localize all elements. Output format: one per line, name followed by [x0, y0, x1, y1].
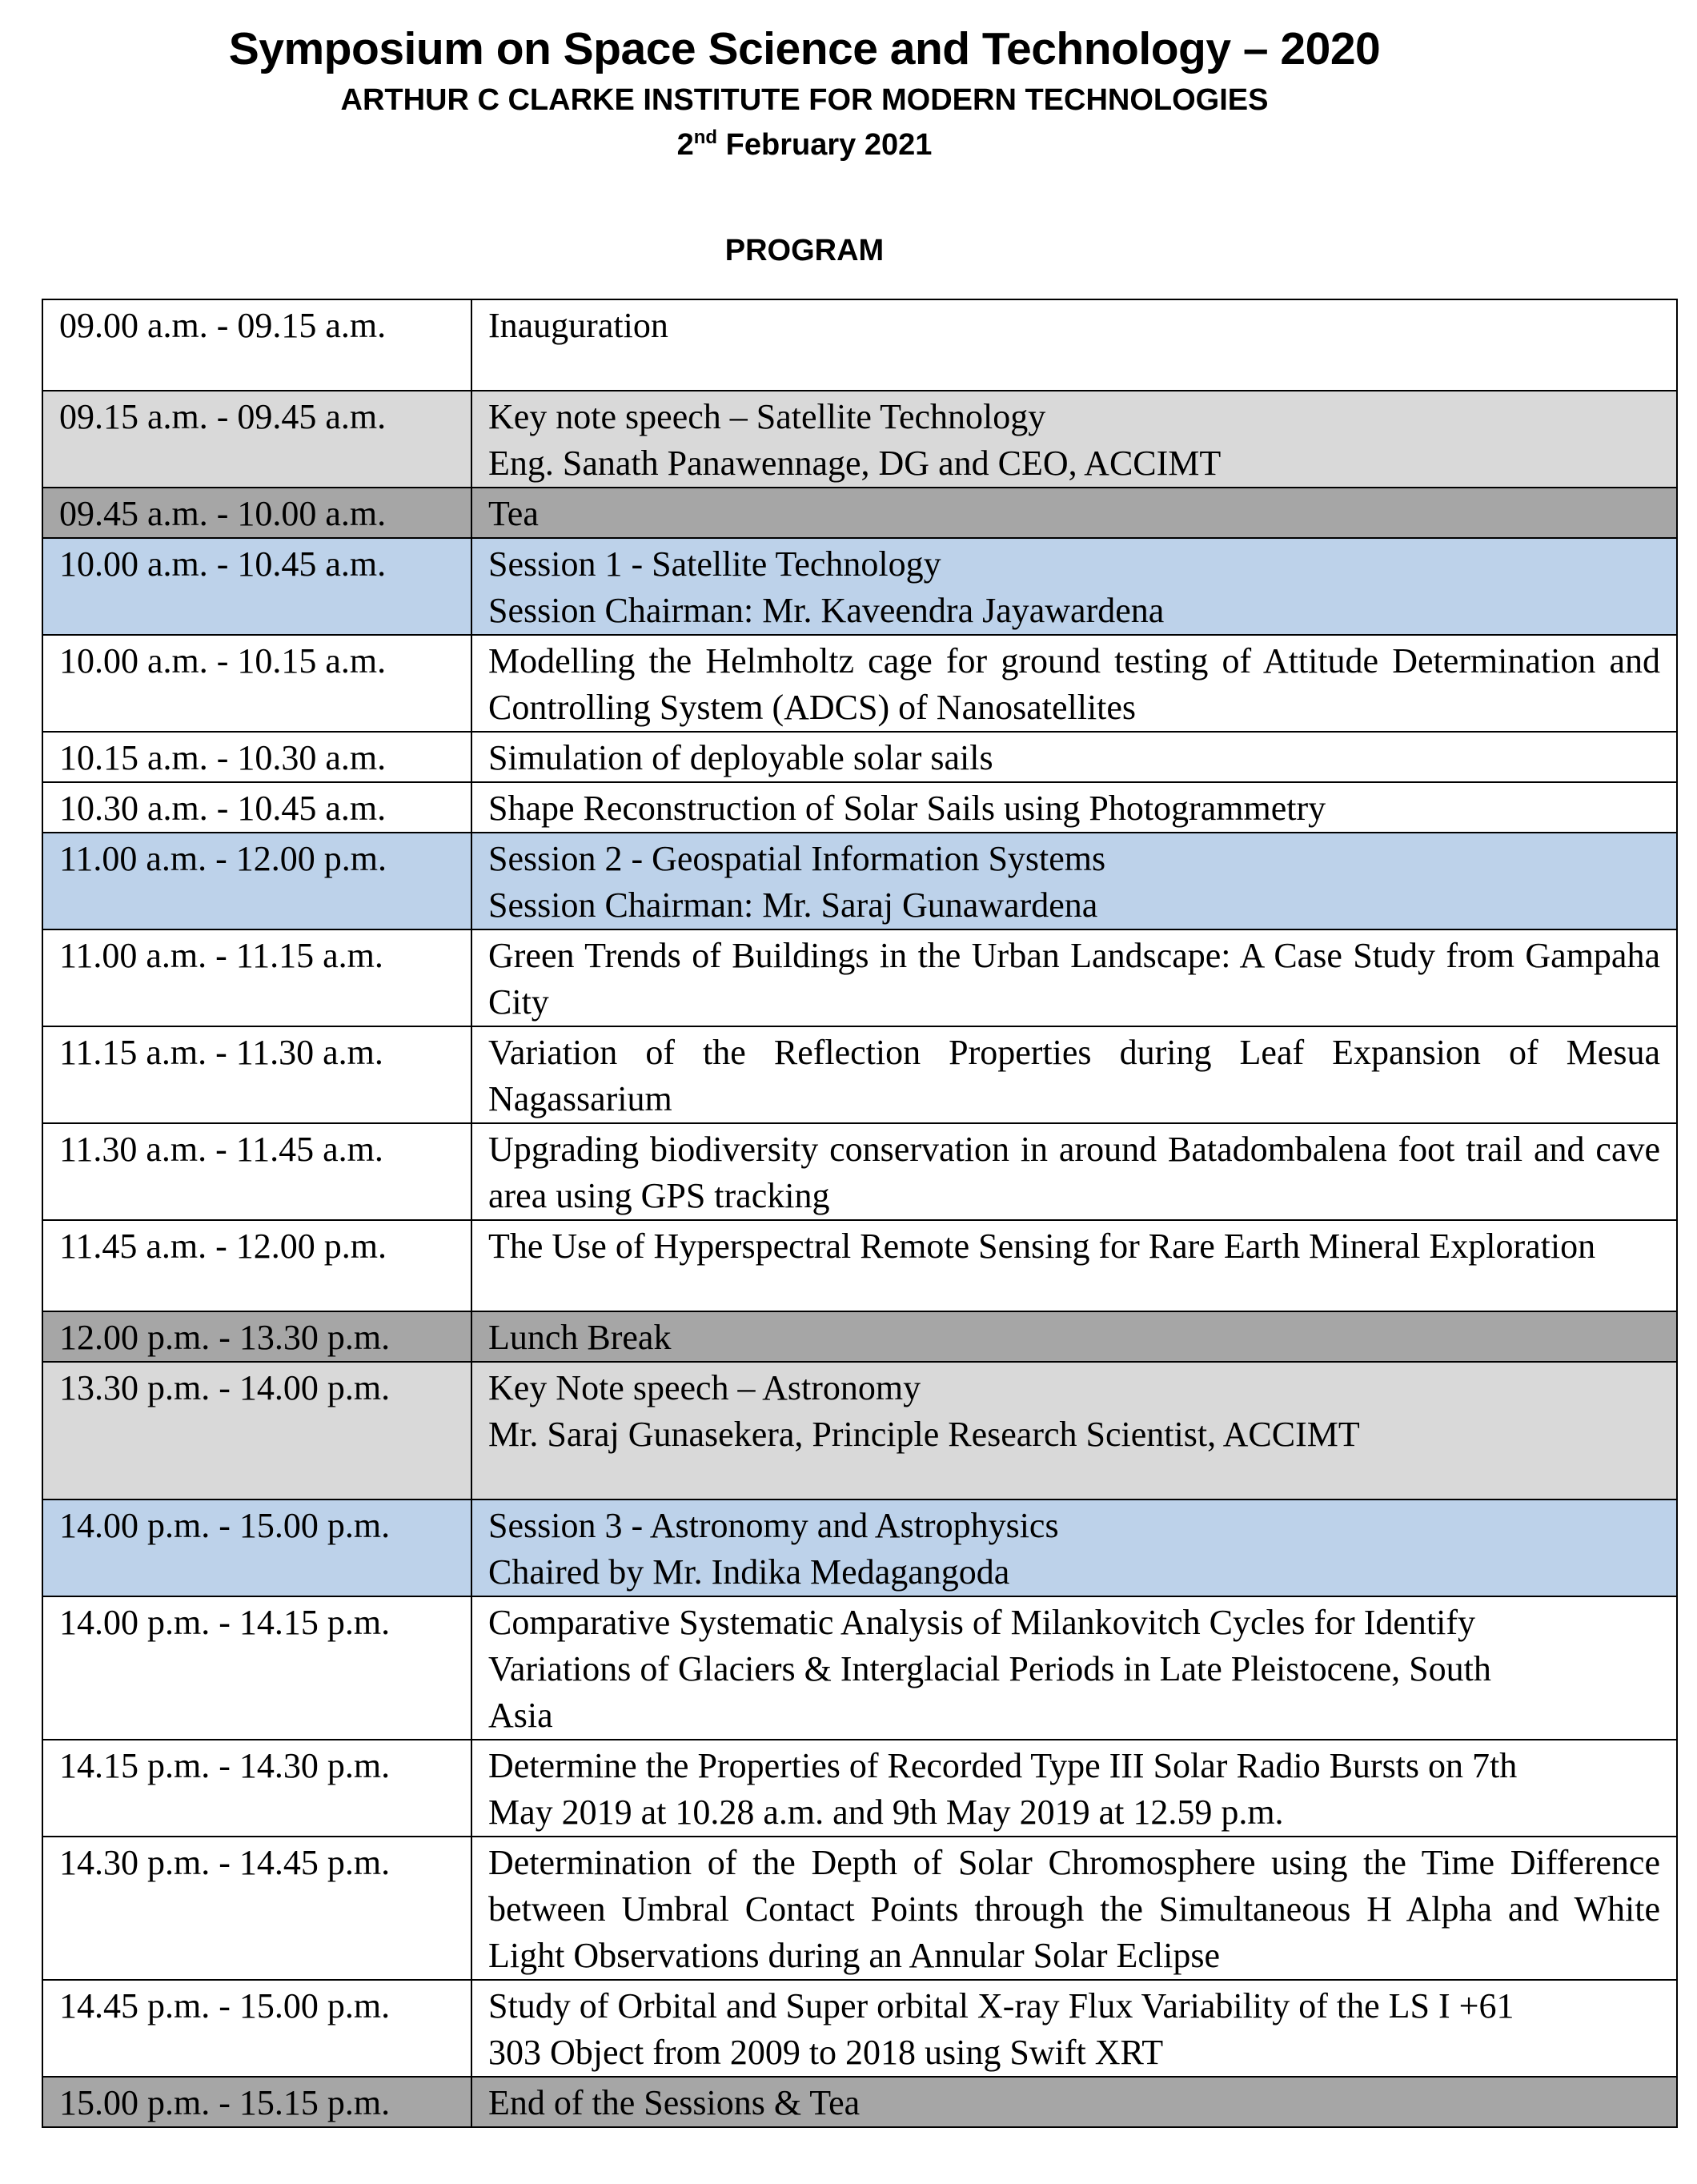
- time-slot: 15.00 p.m. - 15.15 p.m.: [42, 2077, 471, 2127]
- time-slot: 10.00 a.m. - 10.15 a.m.: [42, 635, 471, 732]
- date-day: 2: [676, 128, 694, 162]
- event-line: 303 Object from 2009 to 2018 using Swift XRT: [488, 2033, 1164, 2072]
- program-row: [42, 1596, 1677, 1740]
- program-row: [42, 1220, 1677, 1311]
- event-line: Study of Orbital and Super orbital X-ray Flux Variability of the LS I +61: [488, 1986, 1514, 2025]
- event-line: Determine the Properties of Recorded Type III Solar Radio Bursts on 7th: [488, 1746, 1518, 1785]
- time-slot: 14.00 p.m. - 15.00 p.m.: [42, 1499, 471, 1596]
- event-line: Variations of Glaciers & Interglacial Periods in Late Pleistocene, South: [488, 1649, 1491, 1688]
- event-description: [471, 538, 1677, 635]
- event-line: May 2019 at 10.28 a.m. and 9th May 2019 at 12.59 p.m.: [488, 1793, 1284, 1832]
- event-line: Session Chairman: Mr. Kaveendra Jayawardena: [488, 591, 1165, 630]
- program-row: [42, 1362, 1677, 1499]
- program-row: [42, 833, 1677, 929]
- time-slot: 10.00 a.m. - 10.45 a.m.: [42, 538, 471, 635]
- event-line: Mr. Saraj Gunasekera, Principle Research Scientist, ACCIMT: [488, 1415, 1360, 1454]
- event-line: Inauguration: [488, 306, 668, 345]
- time-slot: 11.00 a.m. - 12.00 p.m.: [42, 833, 471, 929]
- program-row: [42, 1740, 1677, 1837]
- program-row: [42, 299, 1677, 391]
- event-description: [471, 2077, 1677, 2127]
- time-slot: 11.15 a.m. - 11.30 a.m.: [42, 1026, 471, 1123]
- event-line: Chaired by Mr. Indika Medagangoda: [488, 1552, 1010, 1592]
- event-description: [471, 1311, 1677, 1362]
- event-description: Upgrading biodiversity conservation in around Batadombalena foot trail and cave area using GPS tracking: [471, 1123, 1677, 1220]
- event-description: [471, 391, 1677, 488]
- time-slot: 10.30 a.m. - 10.45 a.m.: [42, 782, 471, 833]
- date-suffix: nd: [693, 126, 718, 148]
- program-row: [42, 2077, 1677, 2127]
- time-slot: 14.30 p.m. - 14.45 p.m.: [42, 1837, 471, 1980]
- event-line: Eng. Sanath Panawennage, DG and CEO, ACCIMT: [488, 444, 1222, 483]
- event-line: Asia: [488, 1696, 553, 1735]
- time-slot: 14.15 p.m. - 14.30 p.m.: [42, 1740, 471, 1837]
- time-slot: 09.00 a.m. - 09.15 a.m.: [42, 299, 471, 391]
- time-slot: 13.30 p.m. - 14.00 p.m.: [42, 1362, 471, 1499]
- program-row: [42, 538, 1677, 635]
- event-line: Session 1 - Satellite Technology: [488, 544, 941, 584]
- time-slot: 10.15 a.m. - 10.30 a.m.: [42, 732, 471, 782]
- program-row: [42, 1026, 1677, 1123]
- program-row: [42, 1980, 1677, 2077]
- time-slot: 09.15 a.m. - 09.45 a.m.: [42, 391, 471, 488]
- time-slot: 11.00 a.m. - 11.15 a.m.: [42, 929, 471, 1026]
- event-line: Shape Reconstruction of Solar Sails using Photogrammetry: [488, 789, 1326, 828]
- time-slot: 14.45 p.m. - 15.00 p.m.: [42, 1980, 471, 2077]
- time-slot: 09.45 a.m. - 10.00 a.m.: [42, 488, 471, 538]
- program-row: [42, 1123, 1677, 1220]
- program-row: [42, 1837, 1677, 1980]
- event-description: [471, 833, 1677, 929]
- event-description: [471, 732, 1677, 782]
- event-line: Session 2 - Geospatial Information Systems: [488, 839, 1106, 878]
- event-line: Session Chairman: Mr. Saraj Gunawardena: [488, 885, 1098, 925]
- program-row: [42, 391, 1677, 488]
- event-description: [471, 299, 1677, 391]
- program-row: [42, 782, 1677, 833]
- event-description: Variation of the Reflection Properties during Leaf Expansion of Mesua Nagassarium: [471, 1026, 1677, 1123]
- event-line: Lunch Break: [488, 1318, 672, 1357]
- program-table: [42, 299, 1678, 2128]
- event-description: [471, 1980, 1677, 2077]
- event-description: [471, 1740, 1677, 1837]
- event-description: [471, 488, 1677, 538]
- event-description: Modelling the Helmholtz cage for ground testing of Attitude Determination and Controlling System (ADCS) of Nanosatellites: [471, 635, 1677, 732]
- program-row: [42, 732, 1677, 782]
- program-row: [42, 1499, 1677, 1596]
- time-slot: 14.00 p.m. - 14.15 p.m.: [42, 1596, 471, 1740]
- institute-name: ARTHUR C CLARKE INSTITUTE FOR MODERN TECHNOLOGIES: [340, 83, 1269, 117]
- event-description: The Use of Hyperspectral Remote Sensing for Rare Earth Mineral Exploration: [471, 1220, 1677, 1311]
- program-table-body: [42, 299, 1677, 2127]
- event-line: Simulation of deployable solar sails: [488, 738, 993, 777]
- time-slot: 12.00 p.m. - 13.30 p.m.: [42, 1311, 471, 1362]
- time-slot: 11.45 a.m. - 12.00 p.m.: [42, 1220, 471, 1311]
- time-slot: 11.30 a.m. - 11.45 a.m.: [42, 1123, 471, 1220]
- document-title: Symposium on Space Science and Technology – 2020: [228, 23, 1381, 74]
- event-description: Green Trends of Buildings in the Urban Landscape: A Case Study from Gampaha City: [471, 929, 1677, 1026]
- program-row: [42, 488, 1677, 538]
- event-description: [471, 1596, 1677, 1740]
- event-description: Determination of the Depth of Solar Chromosphere using the Time Difference between Umbral Contact Points through the Simultaneous H Alpha and White Light Observations during an Annular Solar Eclipse: [471, 1837, 1677, 1980]
- event-line: Key Note speech – Astronomy: [488, 1368, 921, 1407]
- program-heading: PROGRAM: [724, 234, 885, 267]
- program-row: [42, 1311, 1677, 1362]
- event-date: [0, 126, 1609, 163]
- event-description: [471, 782, 1677, 833]
- event-line: Comparative Systematic Analysis of Milankovitch Cycles for Identify: [488, 1603, 1475, 1642]
- program-row: [42, 929, 1677, 1026]
- event-line: Tea: [488, 494, 539, 533]
- event-description: [471, 1499, 1677, 1596]
- event-description: [471, 1362, 1677, 1499]
- event-line: Session 3 - Astronomy and Astrophysics: [488, 1506, 1059, 1545]
- program-row: [42, 635, 1677, 732]
- event-line: Key note speech – Satellite Technology: [488, 397, 1046, 436]
- event-line: End of the Sessions & Tea: [488, 2083, 861, 2122]
- date-rest: February 2021: [717, 128, 933, 162]
